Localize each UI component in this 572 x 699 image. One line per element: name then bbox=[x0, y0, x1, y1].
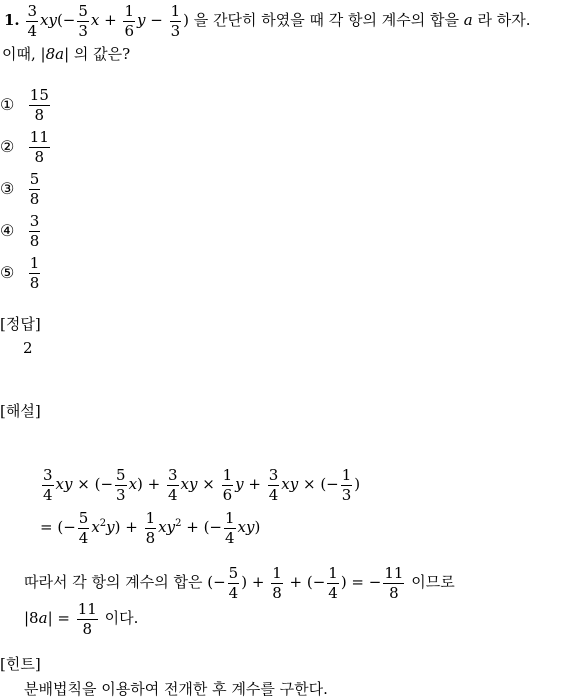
question-line-1 bbox=[4, 2, 531, 39]
solution-line-2: = (− $\frac{5}{4}$ $x^2y$) + $\frac{1}{8}$ $xy^2$ + (− $\frac{1}{4}$ xy) bbox=[40, 508, 261, 547]
question-text-end: 라 하자. bbox=[477, 11, 531, 29]
question-line-2 bbox=[2, 43, 130, 64]
answer-label: [정답] bbox=[0, 315, 41, 333]
choice-fraction: $\frac{1}{8}$ bbox=[29, 254, 40, 292]
solution-label: [해설] bbox=[0, 402, 41, 420]
choice-mark: ② bbox=[0, 136, 15, 156]
choice-fraction: $\frac{3}{8}$ bbox=[29, 212, 40, 250]
hint-label: [힌트] bbox=[0, 655, 41, 673]
choice-mark: ⑤ bbox=[0, 262, 15, 282]
question-text: 을 간단히 하였을 때 각 항의 계수의 합을 bbox=[193, 11, 460, 29]
abs-expression: |8a| bbox=[40, 45, 70, 63]
answer-value: 2 bbox=[23, 339, 33, 357]
hint-text: 분배법칙을 이용하여 전개한 후 계수를 구한다. bbox=[24, 680, 328, 698]
choice-3[interactable] bbox=[0, 172, 42, 207]
conclusion-post: 이므로 bbox=[411, 573, 455, 591]
choice-mark: ① bbox=[0, 94, 15, 114]
choice-2[interactable] bbox=[0, 130, 52, 165]
question-line2-post: 의 값은? bbox=[73, 45, 131, 63]
conclusion-text: 따라서 각 항의 계수의 합은 bbox=[24, 573, 203, 591]
solution-final: |8a| = $\frac{11}{8}$ 이다. bbox=[24, 599, 139, 638]
question-number: 1. bbox=[4, 11, 20, 29]
choice-5[interactable] bbox=[0, 256, 42, 291]
choice-fraction: $\frac{5}{8}$ bbox=[29, 170, 40, 208]
choice-fraction: $\frac{15}{8}$ bbox=[29, 86, 49, 124]
choice-4[interactable] bbox=[0, 214, 42, 249]
solution-conclusion: 따라서 각 항의 계수의 합은 (− $\frac{5}{4}$ ) + $\frac{1}{8}$ + (− $\frac{1}{4}$ ) = − $\frac{11}{8}$ 이므로 bbox=[24, 563, 455, 602]
choice-mark: ③ bbox=[0, 178, 15, 198]
final-text: 이다. bbox=[104, 609, 139, 627]
choice-1[interactable] bbox=[0, 88, 52, 123]
choice-fraction: $\frac{11}{8}$ bbox=[29, 128, 49, 166]
choice-mark: ④ bbox=[0, 220, 15, 240]
variable-a: a bbox=[463, 11, 473, 29]
solution-line-1: $\frac{3}{4}$ xy × (− $\frac{5}{3}$ x) + $\frac{3}{4}$ xy × $\frac{1}{6}$ y + $\frac{3}{4}$ xy × (− $\frac{1}{3}$ ) bbox=[43, 465, 361, 504]
question-expression: $\frac{3}{4}$ xy(− $\frac{5}{3}$ x + $\frac{1}{6}$ y − $\frac{1}{3}$ ) bbox=[27, 1, 194, 40]
question-line2-pre: 이때, bbox=[2, 45, 36, 63]
